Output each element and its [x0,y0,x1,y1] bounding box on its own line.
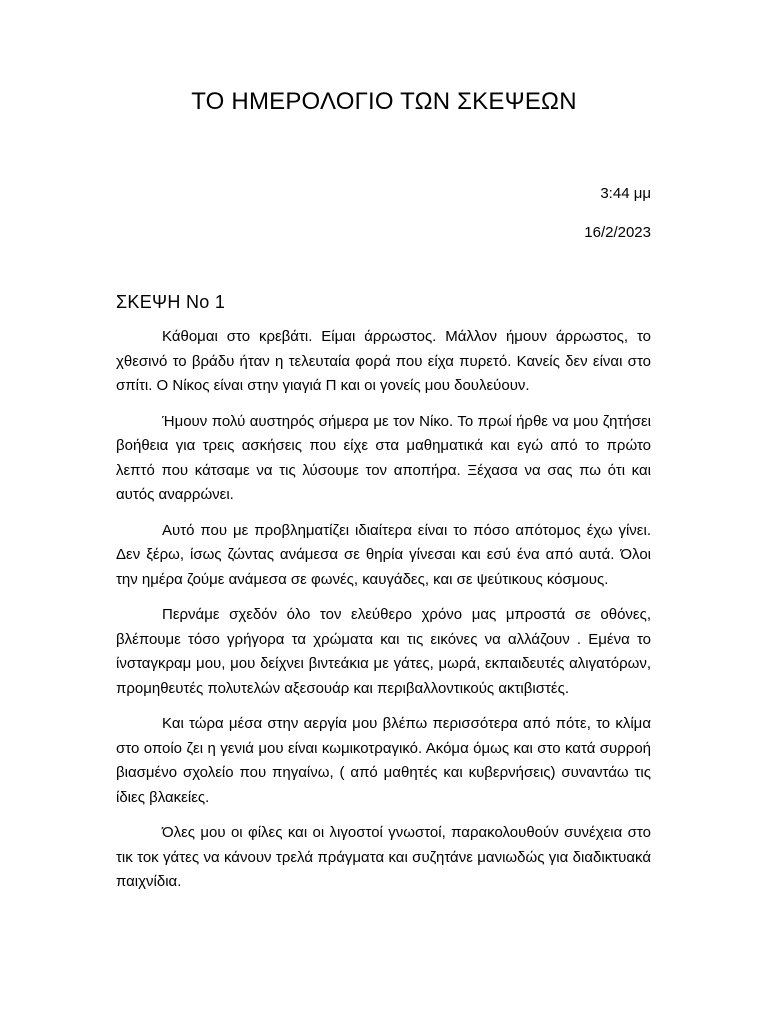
paragraph-3: Αυτό που με προβληματίζει ιδιαίτερα είναι το πόσο απότομος έχω γίνει. Δεν ξέρω, ίσως ζώντας ανάμεσα σε θηρία γίνεσαι και εσύ ένα από αυτά. Όλοι την ημέρα ζούμε ανάμεσα σε φωνές, καυγάδες, και σε ψεύτικους κόσμους. [116,521,651,588]
paragraph-6: Όλες μου οι φίλες και οι λιγοστοί γνωστοί, παρακολουθούν συνέχεια στο τικ τοκ γάτες να κάνουν τρελά πράγματα και συζητάνε μανιωδώς για διαδικτυακά παιχνίδια. [116,824,651,890]
paragraph-4: Περνάμε σχεδόν όλο τον ελεύθερο χρόνο μας μπροστά σε οθόνες, βλέπουμε τόσο γρήγορα τα χρώματα και τις εικόνες να αλλάζουν . Εμένα το ίνσταγκραμ μου, μου δείχνει βιντεάκια με γάτες, μωρά, εκπαιδευτές αλιγατόρων, προμηθευτές πολυτελών αξεσουάρ και περιβαλλοντικούς ακτιβιστές. [116,606,651,697]
document-title: ΤΟ ΗΜΕΡΟΛΟΓΙΟ ΤΩΝ ΣΚΕΨΕΩΝ [191,88,577,115]
paragraph-1: Κάθομαι στο κρεβάτι. Είμαι άρρωστος. Μάλλον ήμουν άρρωστος, το χθεσινό το βράδυ ήταν η τελευταία φορά που είχα πυρετό. Κανείς δεν είναι στο σπίτι. Ο Νίκος είναι στην γιαγιά Π και οι γονείς μου δουλεύουν. [116,328,651,394]
section-heading: ΣΚΕΨΗ Νο 1 [116,292,226,312]
paragraph-5: Και τώρα μέσα στην αεργία μου βλέπω περισσότερα από πότε, το κλίμα στο οποίο ζει η γενιά μου είναι κωμικοτραγικό. Ακόμα όμως και στο κατά συρροή βιασμένο σχολείο που πηγαίνω, ( από μαθητές και κυβερνήσεις) συναντάω τις ίδιες βλακείες. [116,715,651,806]
paragraph-2: Ήμουν πολύ αυστηρός σήμερα με τον Νίκο. Το πρωί ήρθε να μου ζητήσει βοήθεια για τρεις ασκήσεις που είχε στα μαθηματικά και εγώ από το πρώτο λεπτό που κάτσαμε να τις λύσουμε τον αποπήρα. Ξέχασα να σας πω ότι και αυτός αναρρώνει. [116,412,651,503]
entry-date: 16/2/2023 [584,224,651,241]
entry-time: 3:44 μμ [600,185,651,202]
body-text [116,325,651,906]
